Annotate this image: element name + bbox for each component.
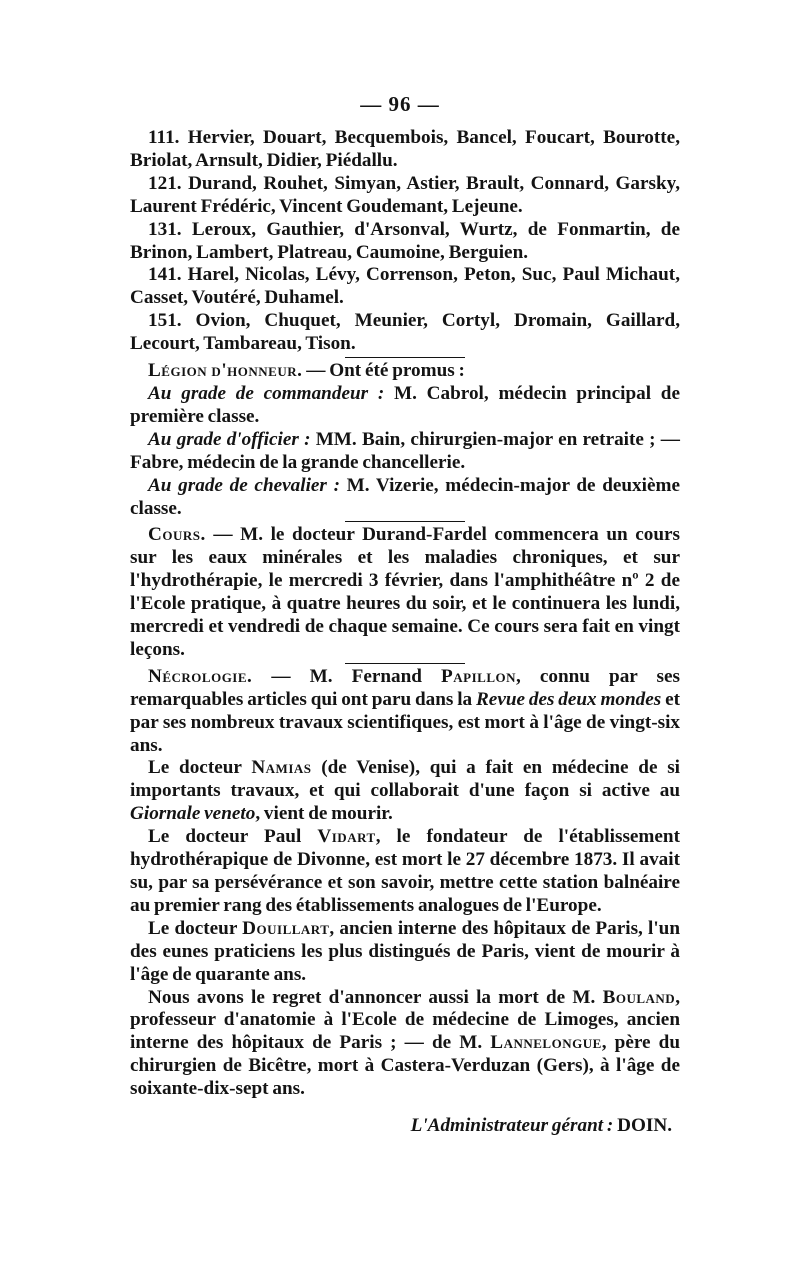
cours-heading: Cours. xyxy=(148,524,206,546)
person-name: Papillon xyxy=(441,665,516,687)
promotion-list-item: 121. Durand, Rouhet, Simyan, Astier, Brault, Connard, Garsky, Laurent Frédéric, Vincent Goudemant, Lejeune. xyxy=(130,172,680,217)
obituary-text: , professeur d'anatomie à l'Ecole de médecine de Limoges, ancien interne des hôpitaux de Paris ; — de M. xyxy=(130,986,680,1054)
legion-paragraph xyxy=(130,360,680,383)
necrologie-text: , connu par ses remarquables articles qui ont paru dans la xyxy=(130,665,680,710)
section-divider xyxy=(345,521,465,522)
person-name: Bouland xyxy=(602,986,676,1008)
signature-name: DOIN. xyxy=(613,1115,672,1137)
obituary-paragraph xyxy=(130,918,680,987)
obituary-text: Le docteur xyxy=(148,757,252,779)
commandeur-text: M. Cabrol, médecin principal de première classe. xyxy=(130,382,680,427)
page-number: — 96 — xyxy=(360,92,440,116)
promotion-list-item: 151. Ovion, Chuquet, Meunier, Cortyl, Dromain, Gaillard, Lecourt, Tambareau, Tison. xyxy=(130,310,680,355)
chevalier-label: Au grade de chevalier : xyxy=(148,474,340,496)
person-name: Namias xyxy=(251,757,312,779)
obituary-text: , vient de mourir. xyxy=(255,803,393,825)
officier-label: Au grade d'officier : xyxy=(148,428,311,450)
signature-label: L'Administrateur gérant : xyxy=(410,1115,614,1137)
commandeur-paragraph xyxy=(130,383,680,429)
commandeur-label: Au grade de commandeur : xyxy=(148,382,385,404)
obituary-text: Le docteur Paul xyxy=(148,826,318,848)
obituary-paragraph xyxy=(130,826,680,918)
person-name: Lannelongue xyxy=(490,1032,602,1054)
necrologie-heading: Nécrologie. xyxy=(148,665,253,687)
officier-text: MM. Bain, chirurgien-major en retraite ; — Fabre, médecin de la grande chancellerie. xyxy=(130,428,680,473)
section-divider xyxy=(345,663,465,664)
person-name: Douillart xyxy=(242,917,330,939)
promotion-list-item: 111. Hervier, Douart, Becquembois, Bancel, Foucart, Bourotte, Briolat, Arnsult, Didier, Piédallu. xyxy=(130,127,680,171)
obituary-text: , père du chirurgien de Bicêtre, mort à Castera-Verduzan (Gers), à l'âge de soixante-dix-sept ans. xyxy=(130,1032,680,1100)
person-name: Vidart xyxy=(317,826,376,848)
chevalier-paragraph xyxy=(130,475,680,521)
obituary-text: , le fondateur de l'établissement hydrothérapique de Divonne, est mort le 27 décembre 1873. Il avait su, par sa persévérance et son savoir, mettre cette station balnéaire au premier rang des établissements analogues de l'Europe. xyxy=(130,826,680,916)
signature xyxy=(130,1115,680,1138)
page-body xyxy=(130,127,680,1138)
section-divider xyxy=(345,357,465,358)
officier-paragraph xyxy=(130,429,680,475)
necrologie-text: et par ses nombreux travaux scientifiques, est mort à l'âge de vingt-six ans. xyxy=(130,688,681,756)
chevalier-text: M. Vizerie, médecin-major de deuxième classe. xyxy=(130,474,680,519)
obituary-text: , ancien interne des hôpitaux de Paris, l'un des eunes praticiens les plus distingués de Paris, vient de mourir à l'âge de quarante ans. xyxy=(130,917,680,985)
obituary-paragraph xyxy=(130,757,680,826)
journal-title: Revue des deux mondes xyxy=(476,688,662,710)
cours-paragraph xyxy=(130,524,680,661)
obituary-text: Nous avons le regret d'annoncer aussi la mort de M. xyxy=(148,986,603,1008)
obituary-text: (de Venise), qui a fait en médecine de si importants travaux, et qui collaborait d'une façon si active au xyxy=(130,757,680,802)
promotion-list-item: 131. Leroux, Gauthier, d'Arsonval, Wurtz, de Fonmartin, de Brinon, Lambert, Platreau, Caumoine, Berguien. xyxy=(130,218,680,263)
promotion-list-item: 141. Harel, Nicolas, Lévy, Correnson, Peton, Suc, Paul Michaut, Casset, Voutéré, Duhamel. xyxy=(130,264,680,309)
necrologie-text: — M. Fernand xyxy=(252,665,442,687)
legion-intro: — Ont été promus : xyxy=(302,360,465,382)
obituary-paragraph xyxy=(130,987,680,1102)
cours-text: — M. le docteur Durand-Fardel commencera un cours sur les eaux minérales et les maladies chroniques, et sur l'hydrothérapie, le mercredi 3 février, dans l'amphithéâtre nº 2 de l'Ecole pratique, à quatre heures du soir, et le continuera les lundi, mercredi et vendredi de chaque semaine. Ce cours sera fait en vingt leçons. xyxy=(130,524,680,660)
obituary-text: Le docteur xyxy=(148,917,243,939)
necrologie-paragraph xyxy=(130,666,680,758)
journal-title: Giornale veneto xyxy=(130,803,256,825)
legion-heading: Légion d'honneur. xyxy=(148,360,303,382)
